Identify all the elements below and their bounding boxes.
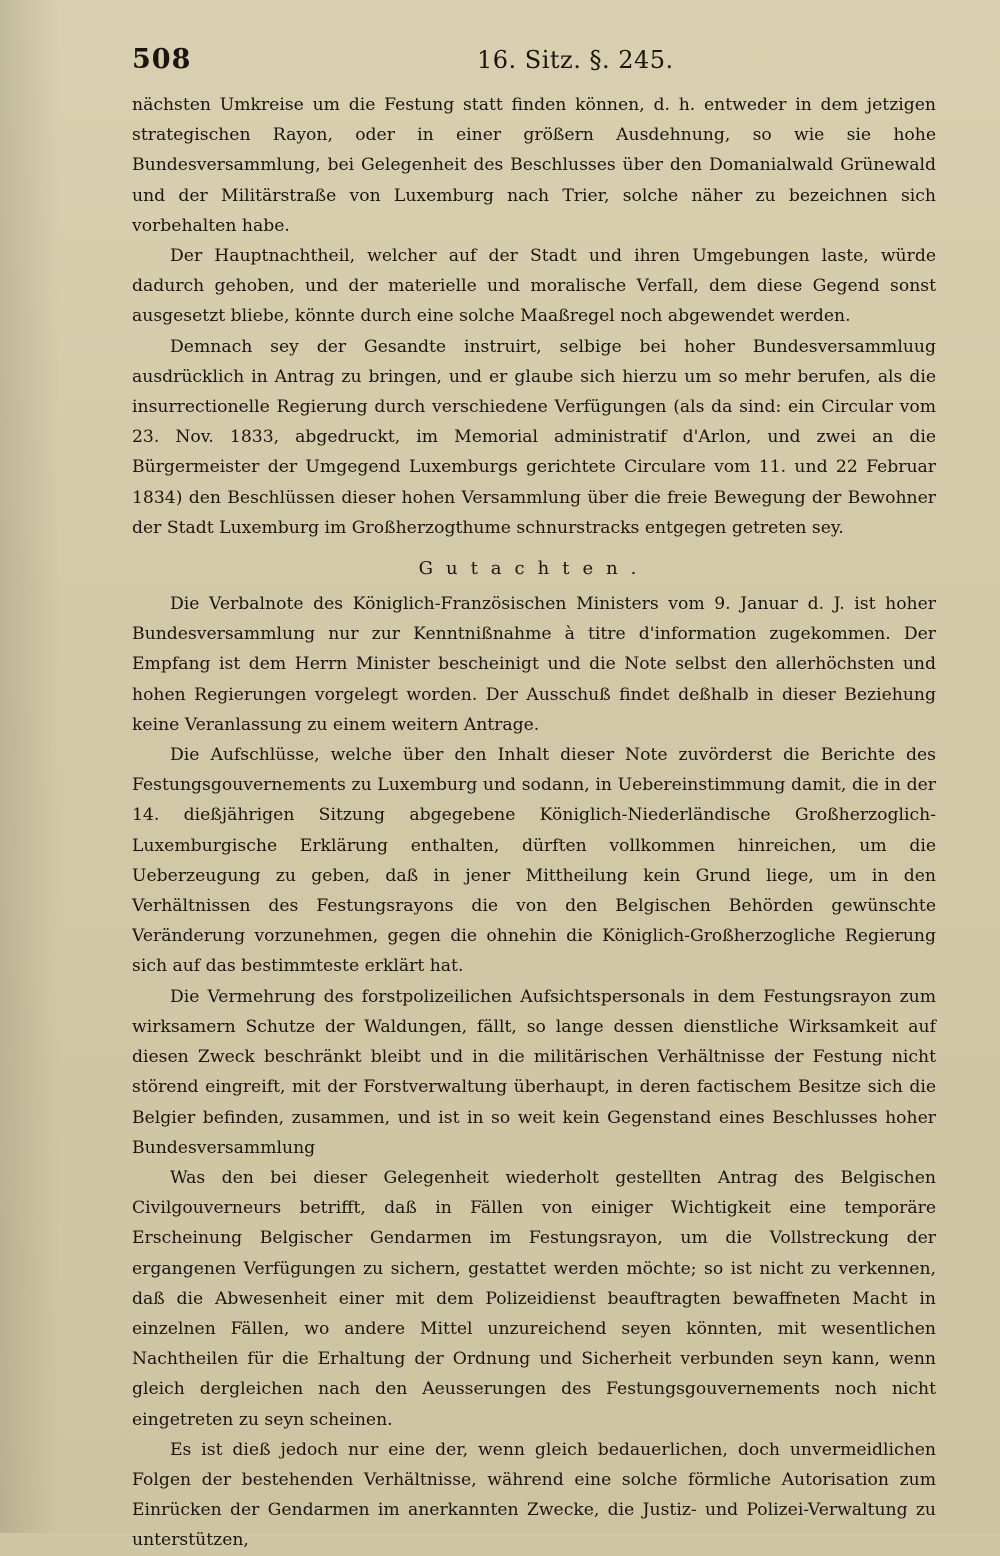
paragraph: Was den bei dieser Gelegenheit wiederholt gestellten Antrag des Belgischen Civilgouverneurs betrifft, daß in Fällen von einiger Wichtigkeit eine temporäre Erscheinung Belgischer Gendarmen im Festungsrayon, um die Vollstreckung der ergangenen Verfügungen zu sichern, gestattet werden möchte; so ist nicht zu verkennen, daß die Abwesenheit einer mit dem Polizeidienst beauftragten bewaffneten Macht in einzelnen Fällen, wo andere Mittel unzureichend seyen könnten, mit wesentlichen Nachtheilen für die Erhaltung der Ordnung und Sicherheit verbunden seyn kann, wenn gleich dergleichen nach den Aeusserungen des Festungsgouvernements noch nicht eingetreten zu seyn scheinen. <box>132 1167 936 1430</box>
section-title: Gutachten. <box>418 558 650 580</box>
page-header <box>132 44 936 84</box>
paragraph-continuation: nächsten Umkreise um die Festung statt finden können, d. h. entweder in dem jetzigen strategischen Rayon, oder in einer größern Ausdehnung, so wie sie hohe Bundesversammlung, bei Gelegenheit des Beschlusses über den Domanialwald Grünewald und der Militärstraße von Luxemburg nach Trier, solche näher zu bezeichnen sich vorbehalten habe. <box>132 95 936 236</box>
paragraph: Es ist dieß jedoch nur eine der, wenn gleich bedauerlichen, doch unvermeidlichen Folgen der bestehenden Verhältnisse, während eine solche förmliche Autorisation zum Einrücken der Gendarmen im anerkannten Zwecke, die Justiz- und Polizei-Verwaltung zu unterstützen, <box>132 1439 936 1551</box>
paragraph: Die Vermehrung des forstpolizeilichen Aufsichtspersonals in dem Festungsrayon zum wirksamern Schutze der Waldungen, fällt, so lange dessen dienstliche Wirksamkeit auf diesen Zweck beschränkt bleibt und in die militärischen Verhältnisse der Festung nicht störend eingreift, mit der Forstverwaltung überhaupt, in deren factischem Besitze sich die Belgier befinden, zusammen, und ist in so weit kein Gegenstand eines Beschlusses hoher Bundesversammlung <box>132 986 936 1158</box>
paragraph: Demnach sey der Gesandte instruirt, selbige bei hoher Bundesversammluug ausdrücklich in Antrag zu bringen, und er glaube sich hierzu um so mehr berufen, als die insurrectionelle Regierung durch verschiedene Verfügungen (als da sind: ein Circular vom 23. Nov. 1833, abgedruckt, im Memorial administratif d'Arlon, und zwei an die Bürgermeister der Umgegend Luxemburgs gerichtete Circulare vom 11. und 22 Februar 1834) den Beschlüssen dieser hohen Versammlung über die freie Bewegung der Bewohner der Stadt Luxemburg im Großherzogthume schnurstracks entgegen getreten sey. <box>132 336 936 538</box>
paragraph: Die Aufschlüsse, welche über den Inhalt dieser Note zuvörderst die Berichte des Festungsgouvernements zu Luxemburg und sodann, in Uebereinstimmung damit, die in der 14. dießjährigen Sitzung abgegebene Königlich-Niederländische Großherzoglich-Luxemburgische Erklärung enthalten, dürften vollkommen hinreichen, um die Ueberzeugung zu geben, daß in jener Mittheilung kein Grund liege, um in den Verhältnissen des Festungsrayons die von den Belgischen Behörden gewünschte Veränderung vorzunehmen, gegen die ohnehin die Königlich-Großherzogliche Regierung sich auf das bestimmteste erklärt hat. <box>132 745 936 977</box>
body-text <box>132 90 936 1556</box>
paragraph: Der Hauptnachtheil, welcher auf der Stadt und ihren Umgebungen laste, würde dadurch gehoben, und der materielle und moralische Verfall, dem diese Gegend sonst ausgesetzt bliebe, könnte durch eine solche Maaßregel noch abgewendet werden. <box>132 246 936 327</box>
page-number: 508 <box>132 44 192 75</box>
paragraph: Die Verbalnote des Königlich-Französischen Ministers vom 9. Januar d. J. ist hoher Bundesversammlung nur zur Kenntnißnahme à titre d'information zugekommen. Der Empfang ist dem Herrn Minister bescheinigt und die Note selbst den allerhöchsten und hohen Regierungen vorgelegt worden. Der Ausschuß findet deßhalb in dieser Beziehung keine Veranlassung zu einem weitern Antrage. <box>132 594 936 735</box>
running-head: 16. Sitz. §. 245. <box>477 46 674 74</box>
